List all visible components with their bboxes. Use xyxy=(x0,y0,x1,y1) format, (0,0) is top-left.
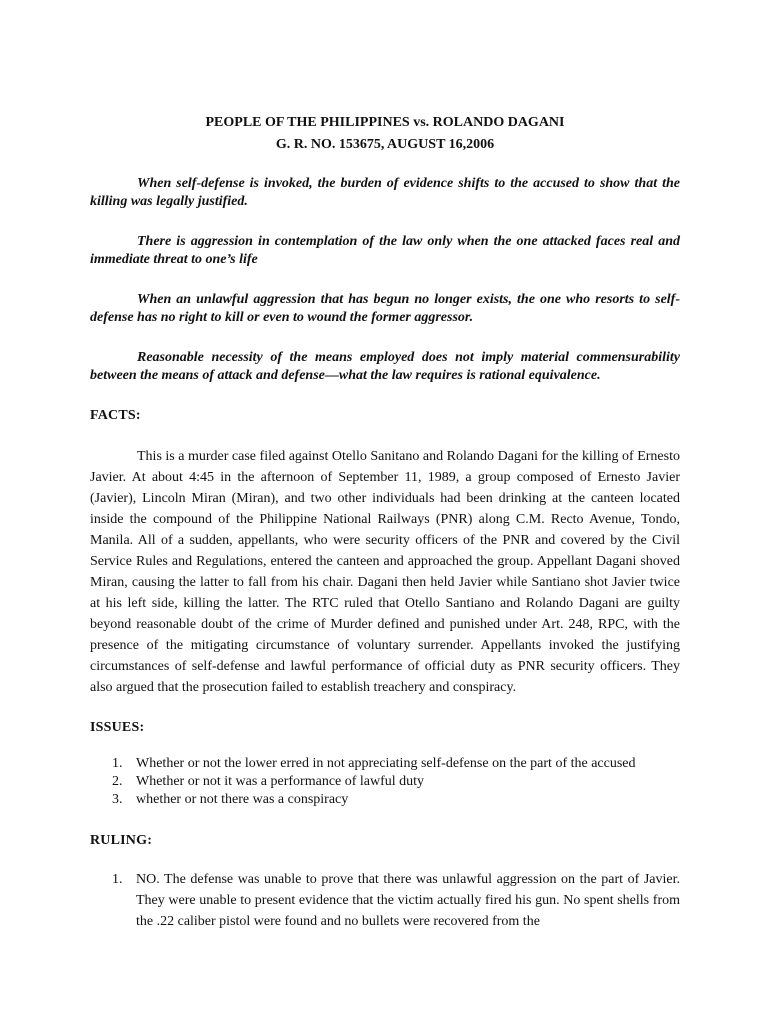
case-title-vs: vs. xyxy=(413,115,430,130)
ruling-heading: RULING: xyxy=(90,833,153,848)
list-item-number: 3. xyxy=(112,792,123,807)
list-item-number: 2. xyxy=(112,774,123,789)
case-title-part1: PEOPLE OF THE PHILIPPINES xyxy=(205,115,414,130)
doctrine-paragraph: There is aggression in contemplation of the law only when the one attacked faces real and immediate threat to one’s life xyxy=(90,234,680,267)
issues-list xyxy=(90,755,680,809)
doctrine-paragraph: Reasonable necessity of the means employed does not imply material commensurability between the means of attack and defense—what the law requires is rational equivalence. xyxy=(90,350,680,383)
doctrine-paragraph: When self-defense is invoked, the burden of evidence shifts to the accused to show that the killing was legally justified. xyxy=(90,176,680,209)
list-item xyxy=(90,773,680,791)
ruling-list xyxy=(90,869,680,932)
case-title xyxy=(90,114,680,132)
issues-heading: ISSUES: xyxy=(90,720,145,735)
list-item-number: 1. xyxy=(112,872,123,887)
list-item-number: 1. xyxy=(112,756,123,771)
list-item-text: Whether or not the lower erred in not appreciating self-defense on the part of the accused xyxy=(136,756,636,771)
list-item xyxy=(90,869,680,932)
list-item-text: Whether or not it was a performance of lawful duty xyxy=(136,774,425,789)
case-title-part2: ROLANDO DAGANI xyxy=(429,115,565,130)
case-number: G. R. NO. 153675, AUGUST 16,2006 xyxy=(275,137,495,152)
document-page xyxy=(90,0,680,932)
list-item xyxy=(90,755,680,773)
doctrine-paragraph: When an unlawful aggression that has begun no longer exists, the one who resorts to self-defense has no right to kill or even to wound the former aggressor. xyxy=(90,292,680,325)
list-item-text: whether or not there was a conspiracy xyxy=(136,792,349,807)
list-item-text: NO. The defense was unable to prove that there was unlawful aggression on the part of Javier. They were unable to present evidence that the victim actually fired his gun. No spent shells from the .22 caliber pistol were found and no bullets were recovered from the xyxy=(136,872,680,929)
facts-body: This is a murder case filed against Otello Sanitano and Rolando Dagani for the killing of Ernesto Javier. At about 4:45 in the afternoon of September 11, 1989, a group composed of Ernesto Javier (Javier), Lincoln Miran (Miran), and two other individuals had been drinking at the canteen located inside the compound of the Philippine National Railways (PNR) along C.M. Recto Avenue, Tondo, Manila. All of a sudden, appellants, who were security officers of the PNR and covered by the Civil Service Rules and Regulations, entered the canteen and approached the group. Appellant Dagani shoved Miran, causing the latter to fall from his chair. Dagani then held Javier while Santiano shot Javier twice at his left side, killing the latter. The RTC ruled that Otello Santiano and Rolando Dagani are guilty beyond reasonable doubt of the crime of Murder defined and punished under Art. 248, RPC, with the presence of the mitigating circumstance of voluntary surrender. Appellants invoked the justifying circumstances of self-defense and lawful performance of official duty as PNR security officers. They also argued that the prosecution failed to establish treachery and conspiracy. xyxy=(90,449,680,695)
list-item xyxy=(90,791,680,809)
facts-heading: FACTS: xyxy=(90,408,141,423)
